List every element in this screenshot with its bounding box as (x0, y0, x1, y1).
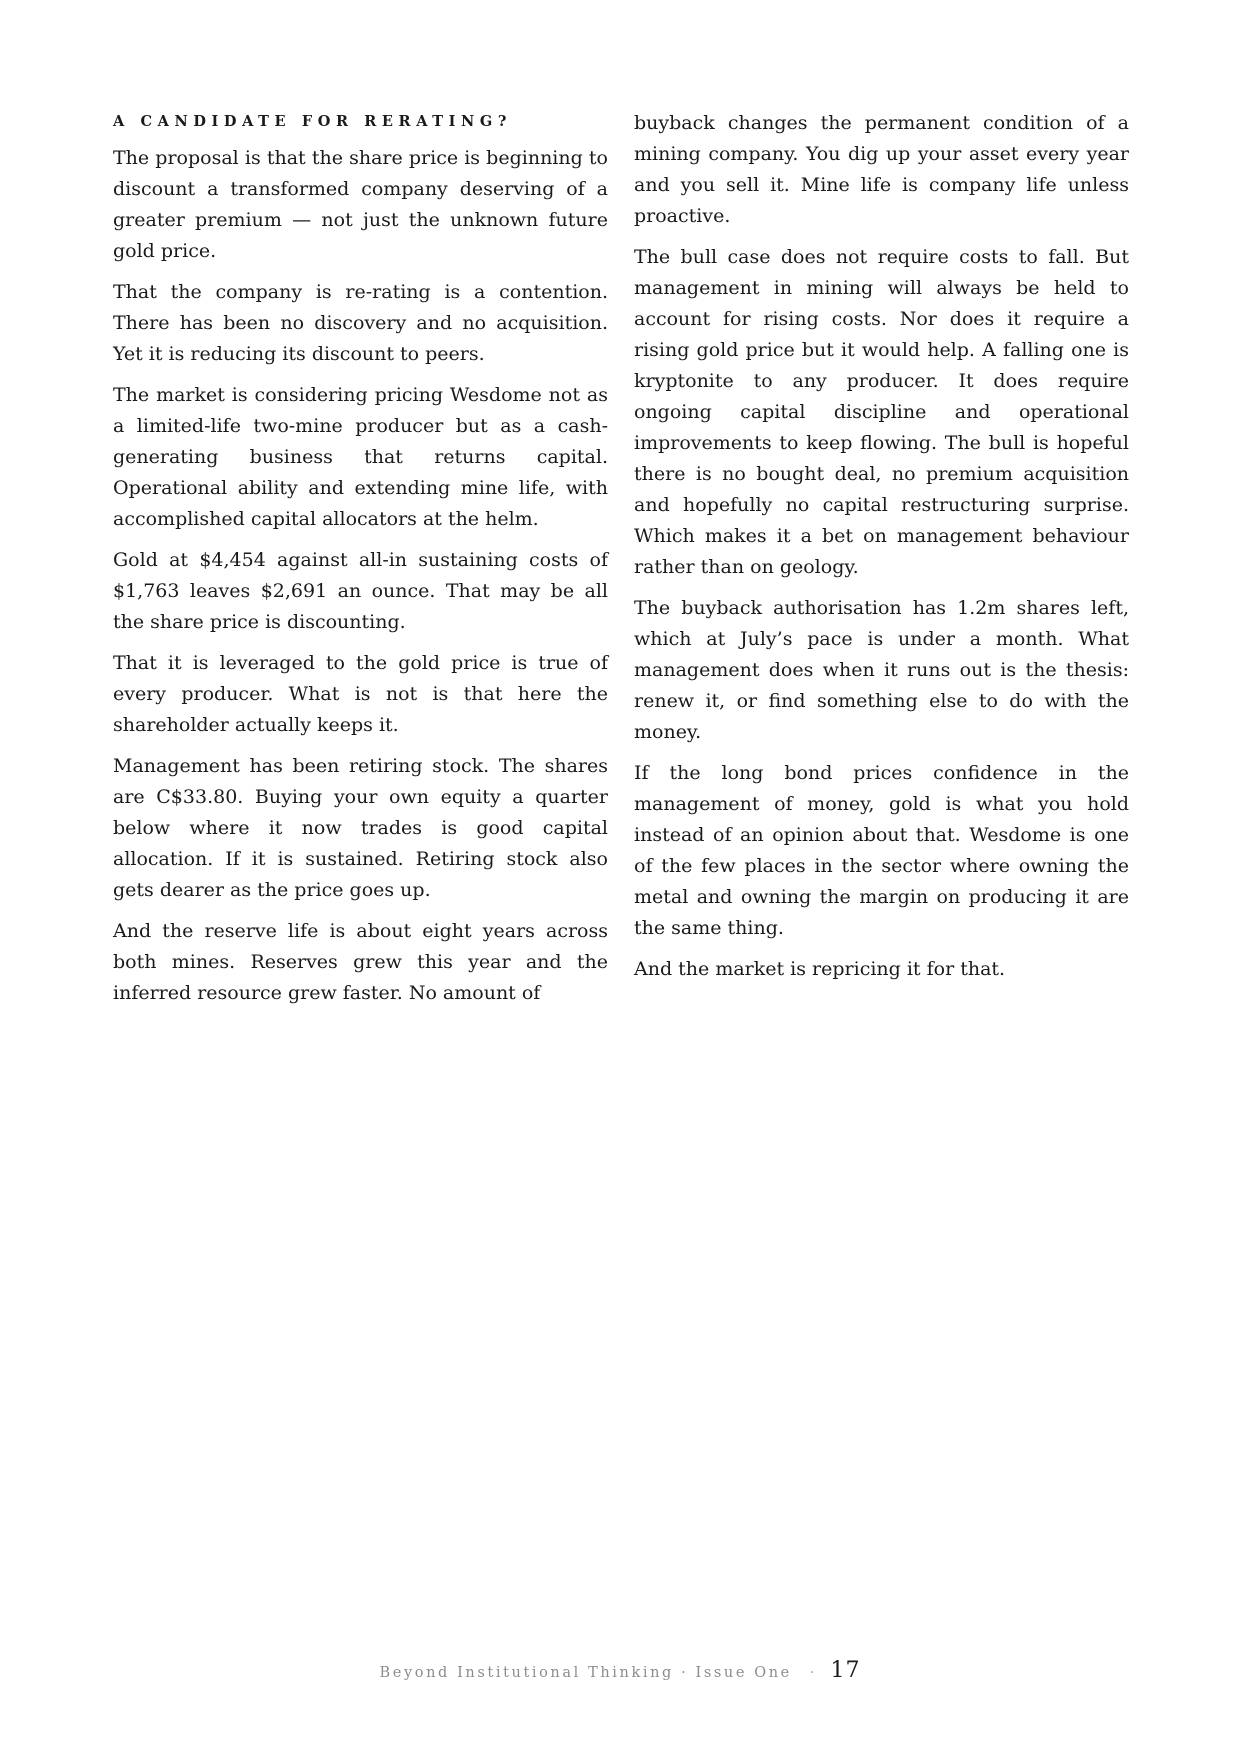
body-paragraph: Gold at $4,454 against all-in sustaining costs of $1,763 leaves $2,691 an ounce. That may be all the share price is discounting. (113, 549, 608, 633)
body-paragraph: buyback changes the permanent condition of a mining company. You dig up your asset every year and you sell it. Mine life is company life unless proactive. (634, 112, 1129, 227)
two-column-body (113, 108, 1129, 1019)
page-footer (0, 1658, 1240, 1683)
page-number: 17 (830, 1658, 861, 1683)
body-paragraph: The proposal is that the share price is beginning to discount a transformed company deserving of a greater premium — not just the unknown future gold price. (113, 147, 608, 262)
body-paragraph: The buyback authorisation has 1.2m shares left, which at July’s pace is under a month. What management does when it runs out is the thesis: renew it, or find something else to do with the money. (634, 597, 1129, 743)
footer-separator: · (809, 1665, 815, 1681)
publication-title: Beyond Institutional Thinking · Issue One (379, 1665, 792, 1681)
body-paragraph: That the company is re-rating is a contention. There has been no discovery and no acquisition. Yet it is reducing its discount to peers. (113, 281, 608, 365)
left-column (113, 108, 608, 1019)
body-paragraph: And the reserve life is about eight years across both mines. Reserves grew this year and the inferred resource grew faster. No amount of (113, 920, 608, 1004)
body-paragraph: The bull case does not require costs to fall. But management in mining will always be held to account for rising costs. Nor does it require a rising gold price but it would help. A falling one is kryptonite to any producer. It does require ongoing capital discipline and operational improvements to keep flowing. The bull is hopeful there is no bought deal, no premium acquisition and hopefully no capital restructuring surprise. Which makes it a bet on management behaviour rather than on geology. (634, 246, 1129, 578)
body-paragraph: Management has been retiring stock. The shares are C$33.80. Buying your own equity a quarter below where it now trades is good capital allocation. If it is sustained. Retiring stock also gets dearer as the price goes up. (113, 755, 608, 901)
body-paragraph: The market is considering pricing Wesdome not as a limited-life two-mine producer but as a cash-generating business that returns capital. Operational ability and extending mine life, with accomplished capital allocators at the helm. (113, 384, 608, 530)
right-column (634, 108, 1129, 1019)
body-paragraph: That it is leveraged to the gold price is true of every producer. What is not is that here the shareholder actually keeps it. (113, 652, 608, 736)
body-paragraph: If the long bond prices confidence in the management of money, gold is what you hold instead of an opinion about that. Wesdome is one of the few places in the sector where owning the metal and owning the margin on producing it are the same thing. (634, 762, 1129, 939)
section-heading: A CANDIDATE FOR RERATING? (113, 113, 512, 130)
body-paragraph: And the market is repricing it for that. (634, 958, 1006, 980)
